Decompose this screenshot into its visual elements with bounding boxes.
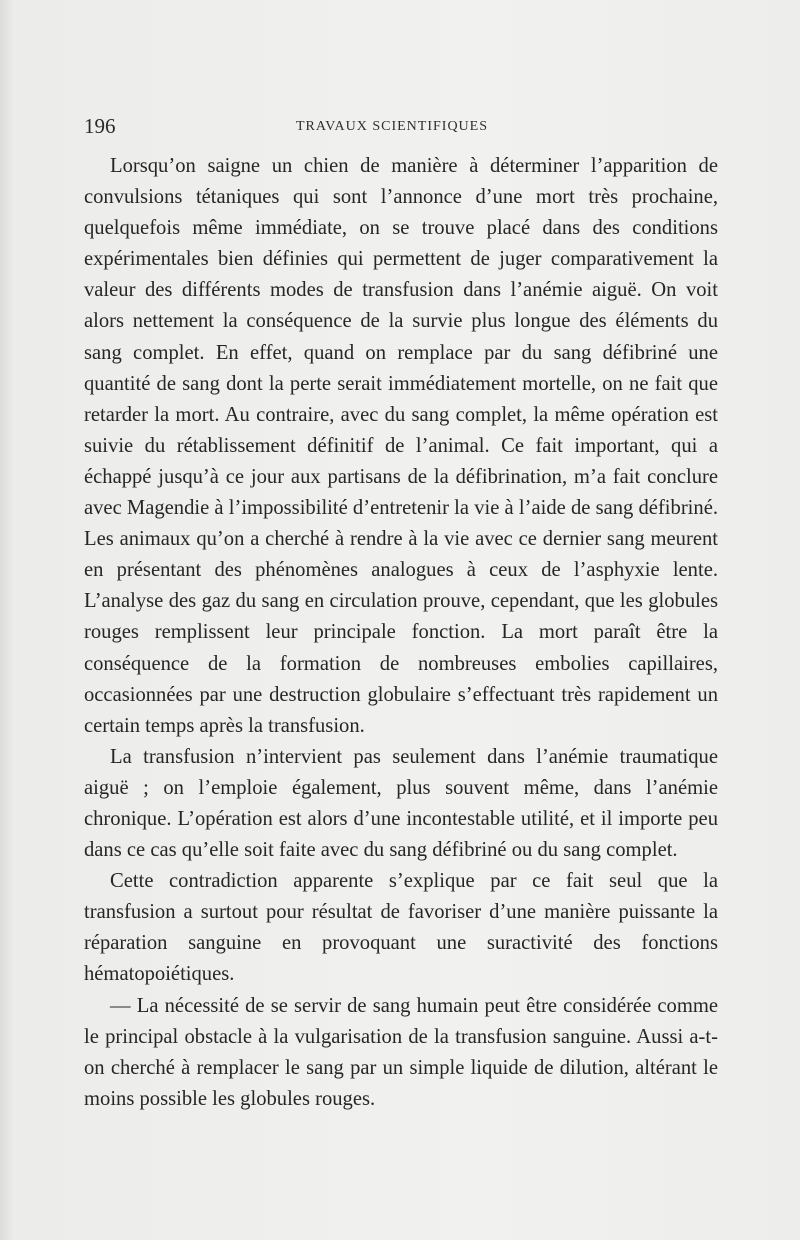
paragraph-4: — La nécessité de se servir de sang humain peut être considérée comme le principal obstacle à la vulgarisation de la transfusion sanguine. Aussi a-t-on cherché à remplacer le sang par un simple liquide de dilution, altérant le moins possible les globules rouges. <box>84 994 718 1110</box>
running-title: TRAVAUX SCIENTIFIQUES <box>296 119 489 134</box>
paragraph-2: La transfusion n’intervient pas seulement dans l’anémie traumatique aiguë ; on l’emploie également, plus souvent même, dans l’anémie chronique. L’opération est alors d’une incontestable utilité, et il importe peu dans ce cas qu’elle soit faite avec du sang défibriné ou du sang complet. <box>84 745 718 862</box>
body-text <box>84 151 718 1115</box>
paragraph-1: Lorsqu’on saigne un chien de manière à déterminer l’apparition de convulsions tétaniques qui sont l’annonce d’une mort très prochaine, quelquefois même immédiate, on se trouve placé dans des conditions expérimentales bien définies qui permettent de juger comparativement la valeur des différents modes de transfusion dans l’anémie aiguë. On voit alors nettement la conséquence de la survie plus longue des éléments du sang complet. En effet, quand on remplace par du sang défibriné une quantité de sang dont la perte serait immédiatement mortelle, on ne fait que retarder la mort. Au contraire, avec du sang complet, la même opération est suivie du rétablissement définitif de l’animal. Ce fait important, qui a échappé jusqu’à ce jour aux partisans de la défibrination, m’a fait conclure avec Magendie à l’impossibilité d’entretenir la vie à l’aide de sang défibriné. Les animaux qu’on a cherché à rendre à la vie avec ce dernier sang meurent en présentant des phénomènes analogues à ceux de l’asphyxie lente. L’analyse des gaz du sang en circulation prouve, cependant, que les globules rouges remplissent leur principale fonction. La mort paraît être la conséquence de la formation de nombreuses embolies capillaires, occasionnées par une destruction globulaire s’effectuant très rapidement un certain temps après la transfusion. <box>84 155 718 737</box>
page-header <box>84 114 720 142</box>
paragraph-3: Cette contradiction apparente s’explique par ce fait seul que la transfusion a surtout pour résultat de favoriser d’une manière puissante la réparation sanguine en provoquant une suractivité des fonctions hématopoiétiques. <box>84 870 718 986</box>
page-number: 196 <box>84 114 116 138</box>
